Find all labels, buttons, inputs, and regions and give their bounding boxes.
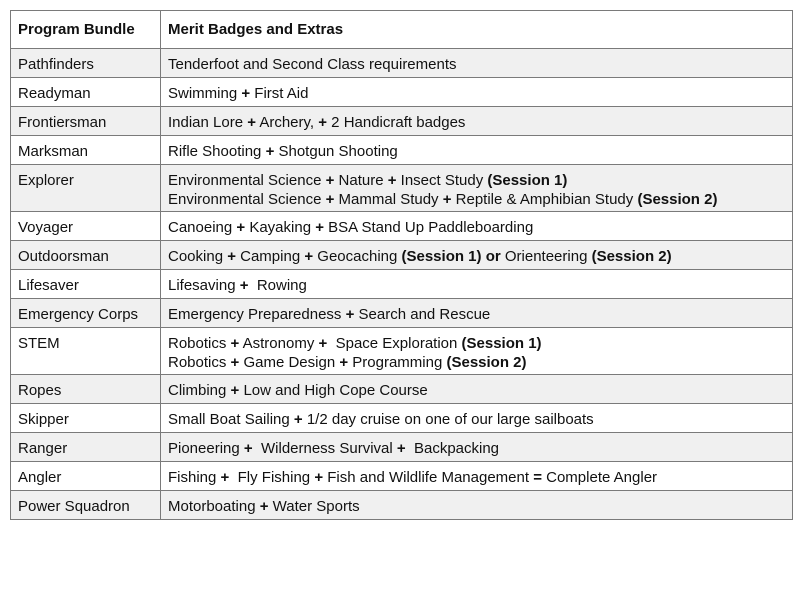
table-row <box>11 328 793 375</box>
program-bundle-cell: Pathfinders <box>11 49 161 78</box>
badge-text: Archery, <box>256 114 319 131</box>
emphasis-text: + <box>293 411 303 428</box>
emphasis-text: + <box>265 143 275 160</box>
badge-text: Environmental Science <box>168 172 326 189</box>
badge-text: Motorboating <box>168 498 260 515</box>
badge-text: Nature <box>334 172 388 189</box>
merit-badges-line <box>168 468 785 487</box>
emphasis-text: + <box>247 114 256 131</box>
table-row <box>11 212 793 241</box>
merit-badges-line <box>168 353 785 372</box>
badge-text: Shotgun Shooting <box>274 143 398 160</box>
emphasis-text: + <box>314 469 324 486</box>
emphasis-text: (Session 2) <box>637 191 718 208</box>
emphasis-text: + <box>318 114 328 131</box>
badge-text: Robotics <box>168 335 231 352</box>
merit-badges-line <box>168 497 785 516</box>
merit-badges-line <box>168 305 785 324</box>
badge-text: Programming <box>348 354 447 371</box>
merit-badges-cell <box>161 136 793 165</box>
badge-text: Orienteering <box>500 248 592 265</box>
merit-badges-line <box>168 410 785 429</box>
emphasis-text: + <box>396 440 406 457</box>
merit-badges-line <box>168 439 785 458</box>
table-row <box>11 49 793 78</box>
program-bundle-cell: Frontiersman <box>11 107 161 136</box>
merit-badges-cell <box>161 241 793 270</box>
table-row <box>11 375 793 404</box>
merit-badges-cell <box>161 491 793 520</box>
emphasis-text: + <box>227 248 236 265</box>
program-bundle-cell: Marksman <box>11 136 161 165</box>
merit-badges-cell <box>161 462 793 491</box>
table-row <box>11 270 793 299</box>
merit-badges-cell <box>161 433 793 462</box>
badge-text: Tenderfoot and Second Class requirements <box>168 56 457 73</box>
program-bundle-cell: Angler <box>11 462 161 491</box>
table-row <box>11 491 793 520</box>
emphasis-text: + <box>239 277 249 294</box>
table-row <box>11 404 793 433</box>
badge-text: Swimming <box>168 85 242 102</box>
program-bundle-table <box>10 10 793 520</box>
merit-badges-cell <box>161 212 793 241</box>
badge-text: Reptile & Amphibian Study <box>451 191 638 208</box>
emphasis-text: + <box>325 191 335 208</box>
badge-text: Low and High Cope Course <box>239 382 428 399</box>
program-bundle-cell: Readyman <box>11 78 161 107</box>
merit-badges-line <box>168 171 785 190</box>
table-row <box>11 462 793 491</box>
merit-badges-cell <box>161 78 793 107</box>
table-row <box>11 299 793 328</box>
table-row <box>11 165 793 212</box>
badge-text: Complete Angler <box>541 469 658 486</box>
emphasis-text: + <box>230 354 240 371</box>
badge-text: Indian Lore <box>168 114 248 131</box>
emphasis-text: + <box>236 219 246 236</box>
table-row <box>11 433 793 462</box>
merit-badges-line <box>168 113 785 132</box>
program-bundle-cell: Ranger <box>11 433 161 462</box>
emphasis-text: + <box>345 306 355 323</box>
table-row <box>11 78 793 107</box>
header-row <box>11 11 793 49</box>
program-bundle-table-container <box>10 10 792 520</box>
header-program-bundle: Program Bundle <box>11 11 161 49</box>
merit-badges-line <box>168 381 785 400</box>
badge-text: Water Sports <box>268 498 360 515</box>
table-body <box>11 49 793 520</box>
merit-badges-cell <box>161 107 793 136</box>
emphasis-text: = <box>533 469 542 486</box>
badge-text: Kayaking <box>245 219 316 236</box>
merit-badges-line <box>168 84 785 103</box>
badge-text: Mammal Study <box>334 191 443 208</box>
badge-text: Cooking <box>168 248 228 265</box>
badge-text: Rowing <box>248 277 307 294</box>
header-merit-badges: Merit Badges and Extras <box>161 11 793 49</box>
badge-text: Search and Rescue <box>354 306 491 323</box>
merit-badges-cell <box>161 404 793 433</box>
badge-text: Insect Study <box>396 172 488 189</box>
emphasis-text: (Session 1) <box>487 172 568 189</box>
table-row <box>11 107 793 136</box>
program-bundle-cell: Voyager <box>11 212 161 241</box>
merit-badges-line <box>168 142 785 161</box>
badge-text: BSA Stand Up Paddleboarding <box>323 219 534 236</box>
merit-badges-line <box>168 190 785 209</box>
badge-text: Climbing <box>168 382 231 399</box>
emphasis-text: (Session 1) or <box>401 248 501 265</box>
merit-badges-line <box>168 276 785 295</box>
merit-badges-line <box>168 334 785 353</box>
emphasis-text: + <box>230 335 240 352</box>
merit-badges-cell <box>161 270 793 299</box>
badge-text: Lifesaving <box>168 277 240 294</box>
badge-text: Astronomy <box>239 335 319 352</box>
badge-text: Environmental Science <box>168 191 326 208</box>
badge-text: 1/2 day cruise on one of our large sailboats <box>302 411 594 428</box>
badge-text: Robotics <box>168 354 231 371</box>
badge-text: Camping <box>235 248 305 265</box>
emphasis-text: + <box>241 85 251 102</box>
emphasis-text: + <box>220 469 230 486</box>
emphasis-text: + <box>318 335 328 352</box>
emphasis-text: (Session 1) <box>461 335 542 352</box>
merit-badges-line <box>168 247 785 266</box>
emphasis-text: + <box>442 191 452 208</box>
badge-text: Fly Fishing <box>229 469 315 486</box>
table-row <box>11 241 793 270</box>
badge-text: Wilderness Survival <box>252 440 397 457</box>
program-bundle-cell: Emergency Corps <box>11 299 161 328</box>
badge-text: Backpacking <box>405 440 500 457</box>
badge-text: 2 Handicraft badges <box>327 114 466 131</box>
emphasis-text: + <box>315 219 324 236</box>
badge-text: Geocaching <box>313 248 402 265</box>
merit-badges-cell <box>161 299 793 328</box>
program-bundle-cell: Skipper <box>11 404 161 433</box>
badge-text: Small Boat Sailing <box>168 411 294 428</box>
emphasis-text: + <box>325 172 335 189</box>
merit-badges-cell <box>161 165 793 212</box>
merit-badges-cell <box>161 375 793 404</box>
emphasis-text: + <box>387 172 397 189</box>
emphasis-text: + <box>230 382 240 399</box>
badge-text: Fish and Wildlife Management <box>323 469 534 486</box>
table-row <box>11 136 793 165</box>
merit-badges-line <box>168 55 785 74</box>
merit-badges-cell <box>161 49 793 78</box>
badge-text: Space Exploration <box>327 335 462 352</box>
badge-text: Game Design <box>239 354 340 371</box>
program-bundle-cell: Lifesaver <box>11 270 161 299</box>
badge-text: Fishing <box>168 469 221 486</box>
emphasis-text: (Session 2) <box>446 354 527 371</box>
program-bundle-cell: STEM <box>11 328 161 375</box>
badge-text: Rifle Shooting <box>168 143 266 160</box>
program-bundle-cell: Outdoorsman <box>11 241 161 270</box>
emphasis-text: + <box>259 498 269 515</box>
badge-text: Pioneering <box>168 440 244 457</box>
program-bundle-cell: Ropes <box>11 375 161 404</box>
badge-text: First Aid <box>250 85 309 102</box>
badge-text: Canoeing <box>168 219 237 236</box>
merit-badges-line <box>168 218 785 237</box>
emphasis-text: + <box>304 248 314 265</box>
merit-badges-cell <box>161 328 793 375</box>
badge-text: Emergency Preparedness <box>168 306 346 323</box>
emphasis-text: + <box>243 440 253 457</box>
emphasis-text: (Session 2) <box>591 248 672 265</box>
program-bundle-cell: Power Squadron <box>11 491 161 520</box>
emphasis-text: + <box>339 354 349 371</box>
program-bundle-cell: Explorer <box>11 165 161 212</box>
